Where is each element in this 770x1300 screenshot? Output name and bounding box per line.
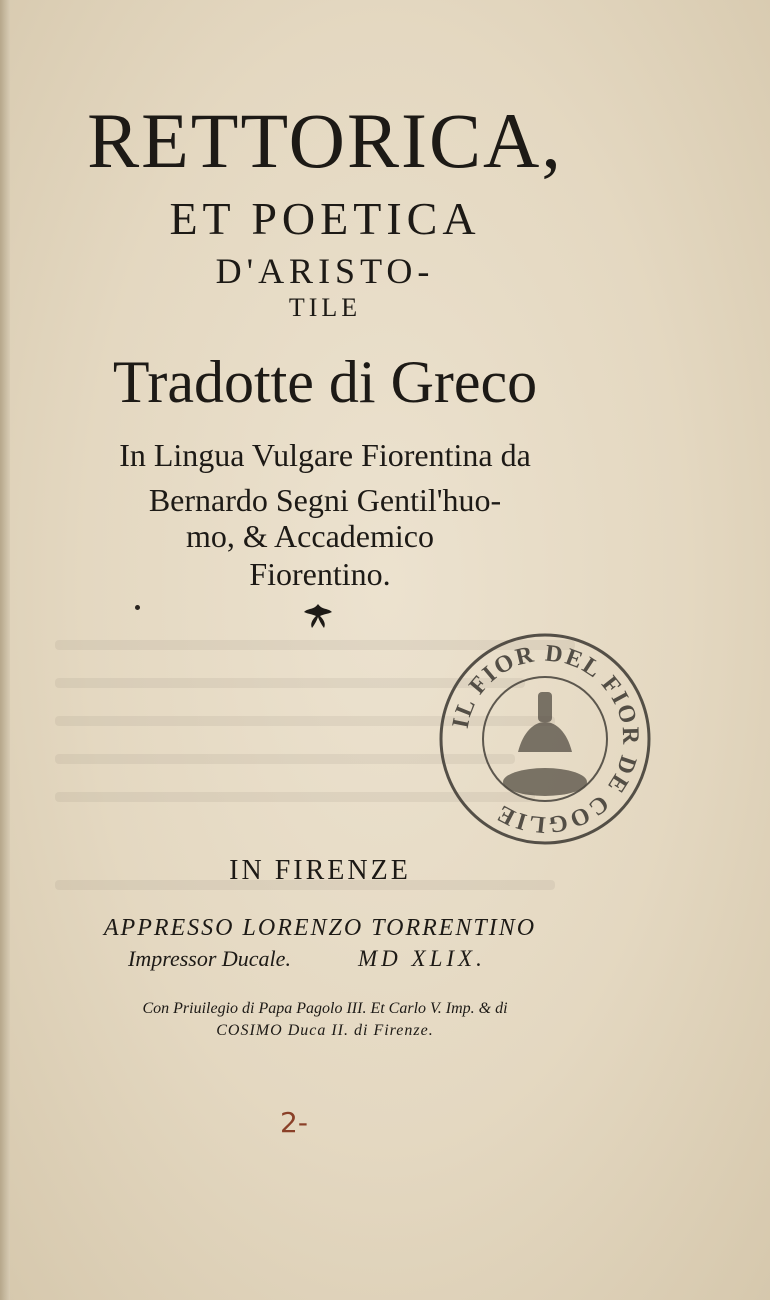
library-stamp [438,632,652,846]
privilege-line-2: COSIMO Duca II. di Firenze. [216,1022,434,1039]
title-line-3: D'ARISTO- [215,251,435,291]
imprint-publisher: APPRESSO LORENZO TORRENTINO [103,915,537,941]
title-line-4: TILE [288,293,362,322]
ornament-dot [135,605,140,610]
title-line-1: RETTORICA, [87,97,563,184]
imprint-printer-role: Impressor Ducale. [128,946,291,971]
handwritten-mark: 2- [280,1106,308,1139]
subtitle-line-5: Fiorentino. [249,556,391,592]
stamp-text: IL FIOR DEL FIOR DE COGLIE [447,640,644,838]
privilege-line-1: Con Priuilegio di Papa Pagolo III. Et Carlo V. Imp. & di [142,1000,508,1017]
subtitle-line-3: Bernardo Segni Gentil'huo- [148,482,502,518]
imprint-year: MD XLIX. [358,946,486,971]
fleuron-icon [300,600,336,630]
subtitle-line-2: In Lingua Vulgare Fiorentina da [119,437,531,473]
imprint-city: IN FIRENZE [229,855,411,886]
subtitle-line-4: mo, & Accademico [186,518,434,554]
subtitle-line-1: Tradotte di Greco [112,349,538,415]
title-line-2: ET POETICA [169,193,481,244]
